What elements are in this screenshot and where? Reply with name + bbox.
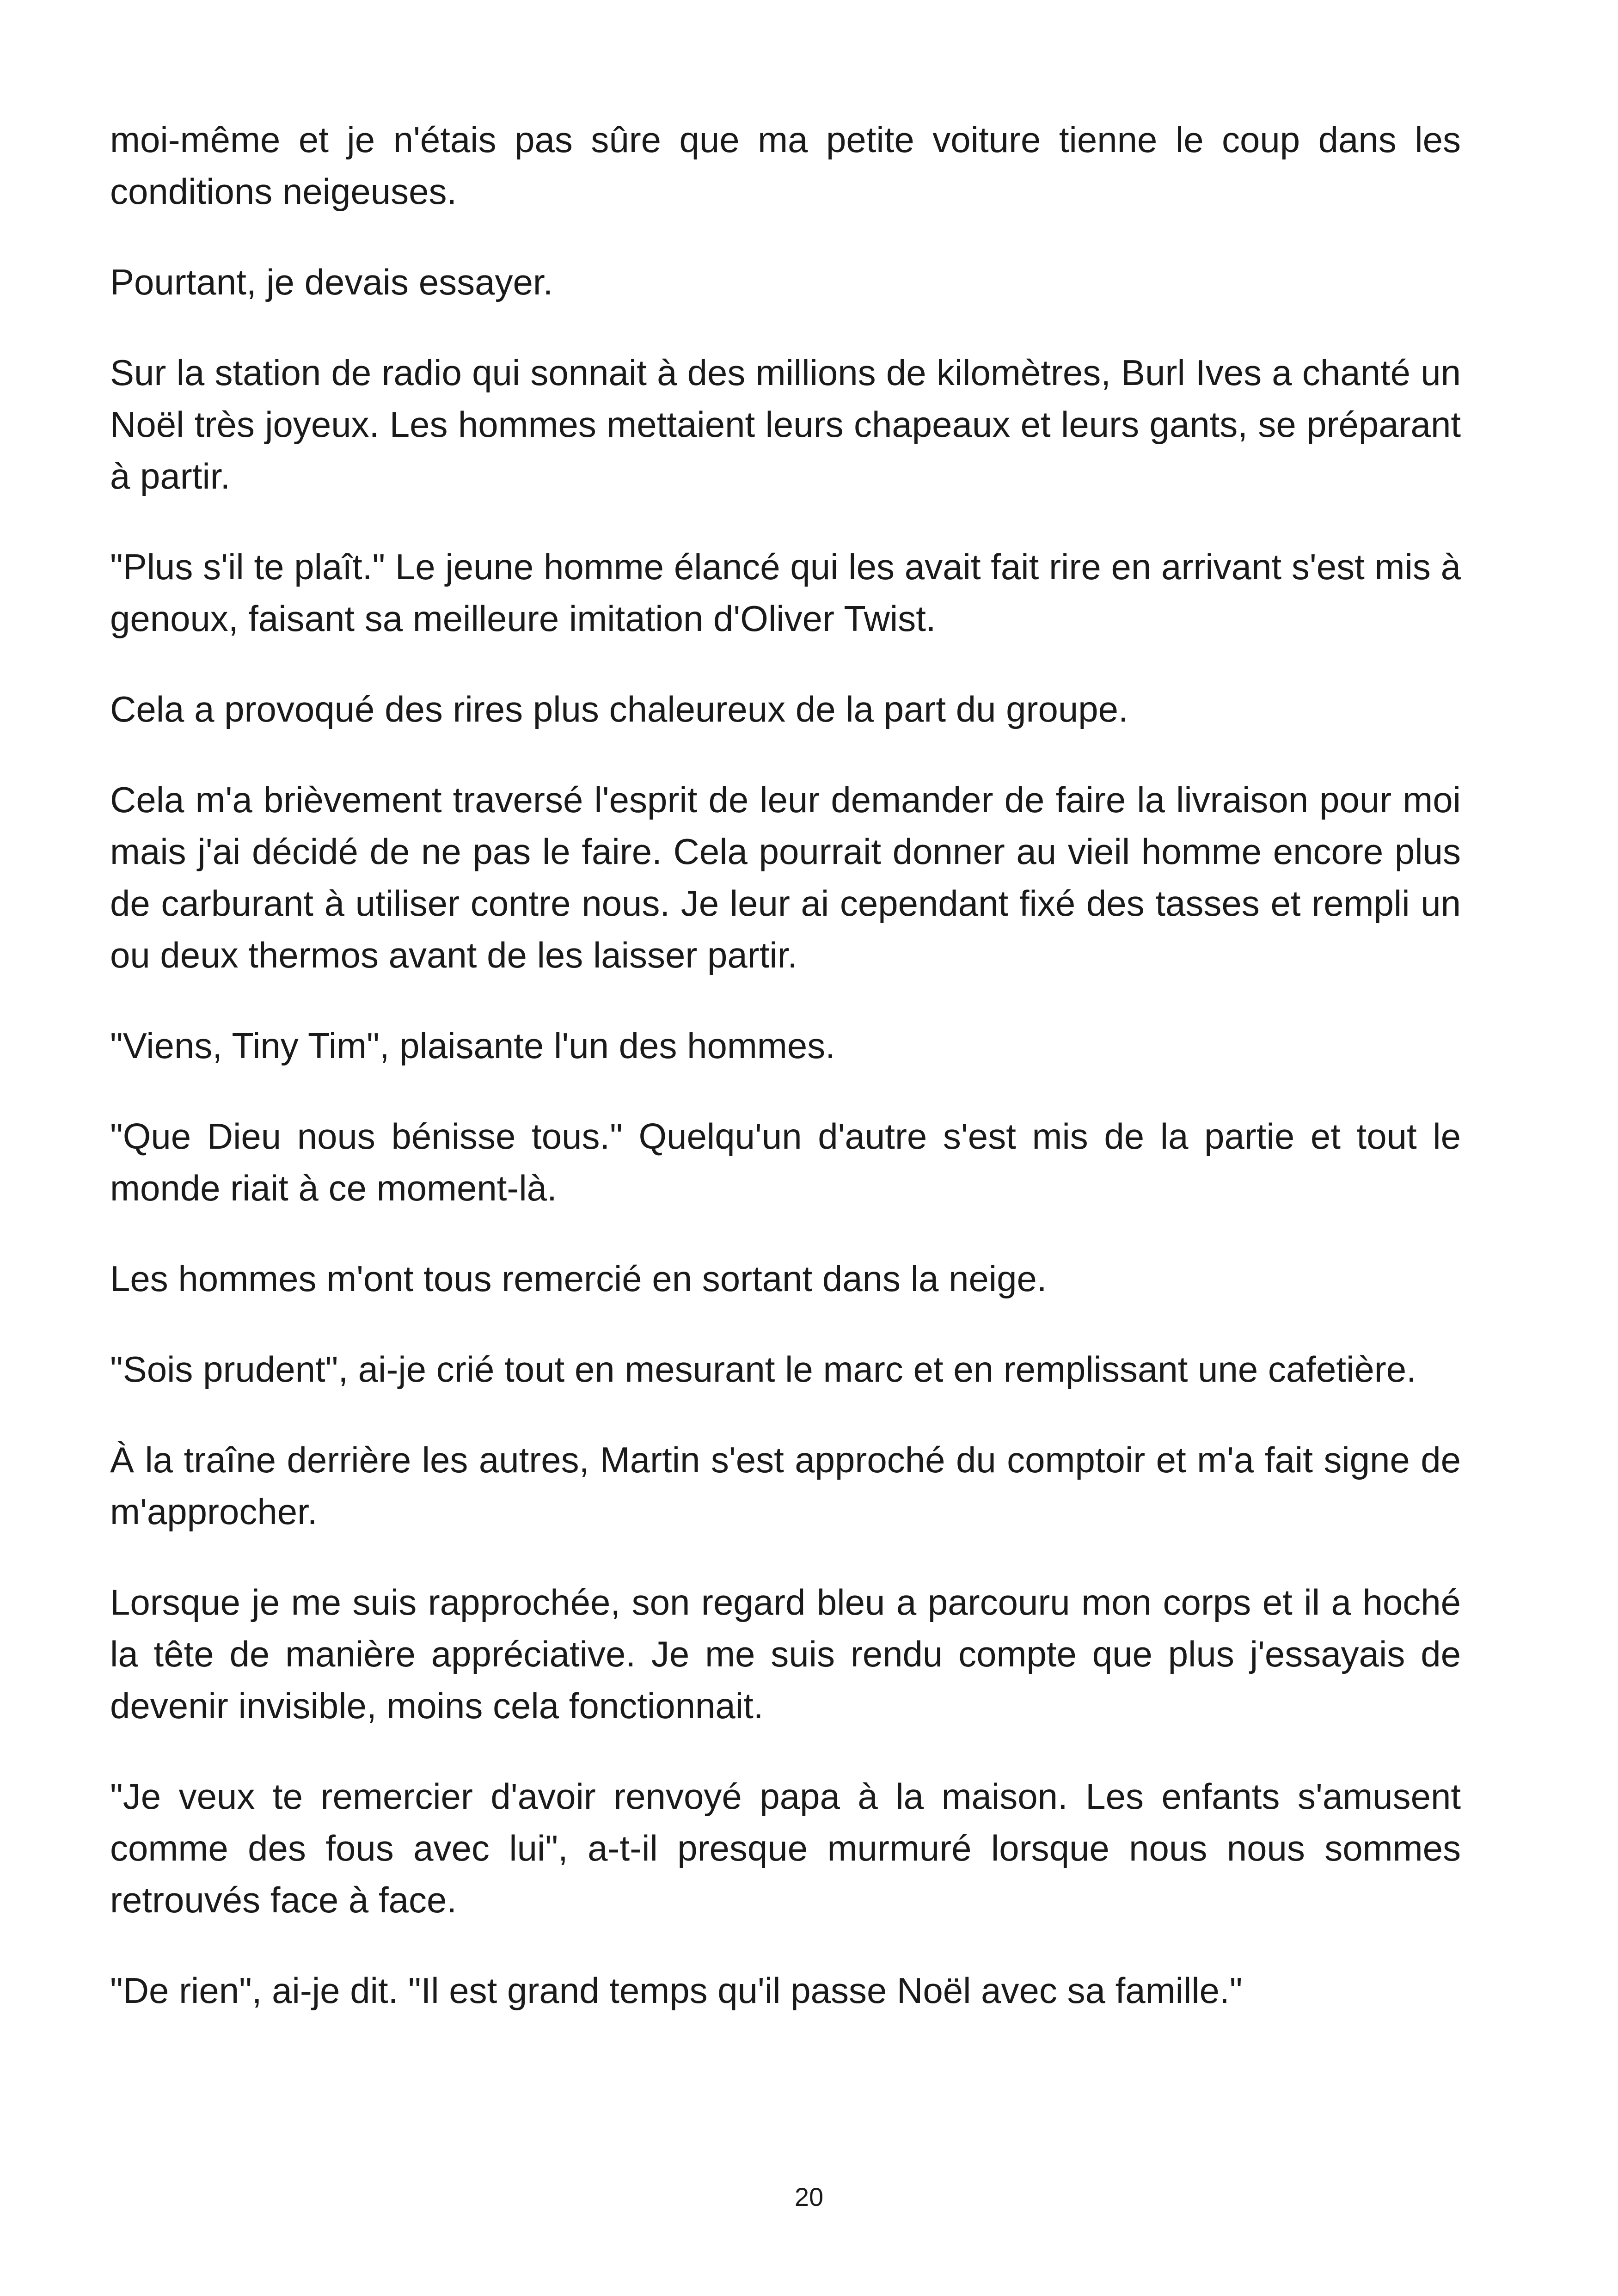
paragraph: "Viens, Tiny Tim", plaisante l'un des hommes. [110,1025,835,1066]
body-text [110,114,1461,2055]
paragraph: Cela a provoqué des rires plus chaleureux de la part du groupe. [110,689,1128,729]
paragraph: Cela m'a brièvement traversé l'esprit de leur demander de faire la livraison pour moi mais j'ai décidé de ne pas le faire. Cela pourrait donner au vieil homme encore plus de carburant à utiliser contre nous. Je leur ai cependant fixé des tasses et rempli un ou deux thermos avant de les laisser partir. [110,779,1461,975]
paragraph: Les hommes m'ont tous remercié en sortant dans la neige. [110,1258,1047,1299]
paragraph: Sur la station de radio qui sonnait à des millions de kilomètres, Burl Ives a chanté un Noël très joyeux. Les hommes mettaient leurs chapeaux et leurs gants, se préparant à partir. [110,352,1461,496]
paragraph: "Que Dieu nous bénisse tous." Quelqu'un d'autre s'est mis de la partie et tout le monde riait à ce moment-là. [110,1116,1461,1208]
paragraph: Lorsque je me suis rapprochée, son regard bleu a parcouru mon corps et il a hoché la tête de manière appréciative. Je me suis rendu compte que plus j'essayais de devenir invisible, moins cela fonctionnait. [110,1582,1461,1726]
paragraph: "Sois prudent", ai-je crié tout en mesurant le marc et en remplissant une cafetière. [110,1349,1416,1390]
page-number: 20 [794,2182,824,2211]
paragraph: À la traîne derrière les autres, Martin s'est approché du comptoir et m'a fait signe de m'approcher. [110,1439,1461,1532]
paragraph: "Plus s'il te plaît." Le jeune homme élancé qui les avait fait rire en arrivant s'est mis à genoux, faisant sa meilleure imitation d'Oliver Twist. [110,546,1461,639]
paragraph: "Je veux te remercier d'avoir renvoyé papa à la maison. Les enfants s'amusent comme des fous avec lui", a-t-il presque murmuré lorsque nous nous sommes retrouvés face à face. [110,1776,1461,1920]
paragraph: Pourtant, je devais essayer. [110,262,553,302]
paragraph: "De rien", ai-je dit. "Il est grand temps qu'il passe Noël avec sa famille." [110,1970,1243,2011]
paragraph: moi-même et je n'étais pas sûre que ma petite voiture tienne le coup dans les conditions neigeuses. [110,119,1461,212]
